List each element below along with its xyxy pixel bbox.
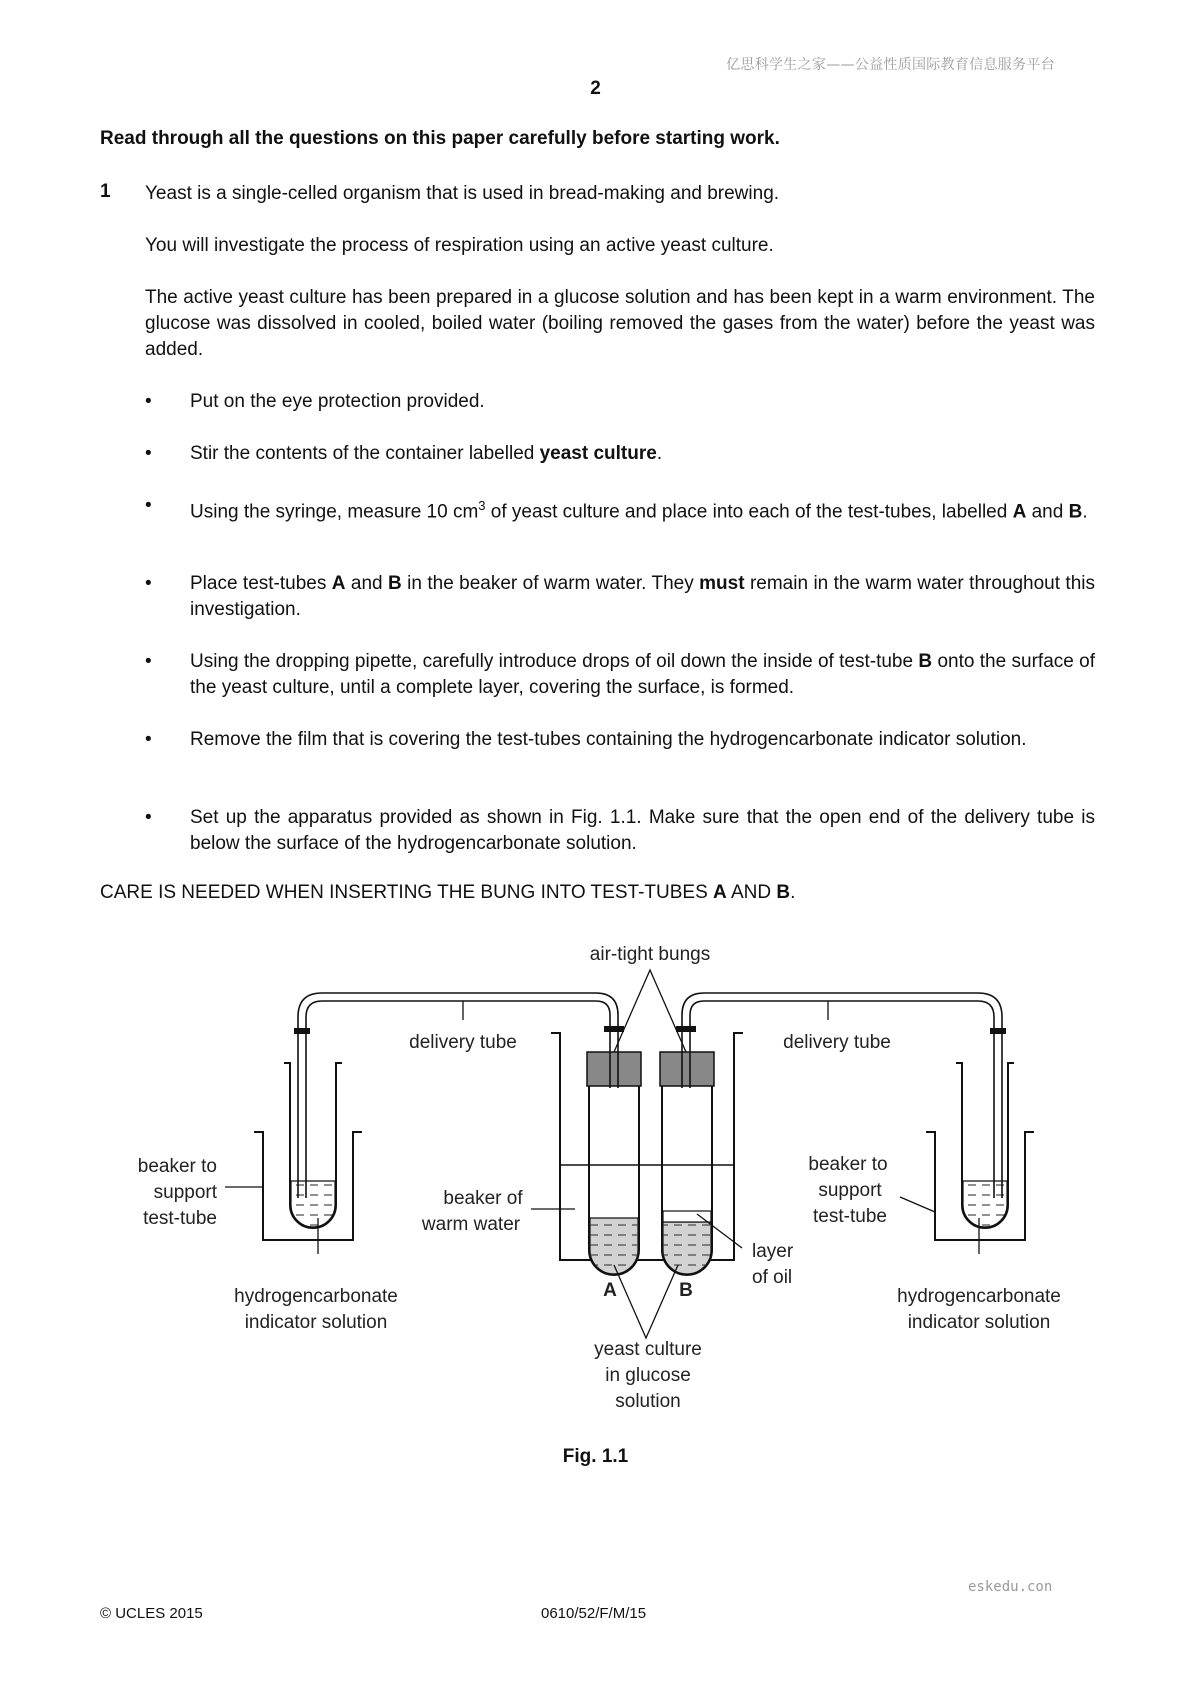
bullet-7-marker: •: [145, 807, 152, 828]
bullet-6-marker: •: [145, 729, 152, 750]
label-beaker-left-2: support: [153, 1182, 217, 1203]
label-oil-1: layer: [752, 1241, 794, 1262]
bullet-3-mid: of yeast culture and place into each of the test-tubes, labelled: [485, 501, 1013, 523]
bullet-2-marker: •: [145, 443, 152, 464]
label-delivery-tube-right: delivery tube: [783, 1032, 891, 1053]
header-watermark: 亿思科学生之家——公益性质国际教育信息服务平台: [726, 57, 1055, 73]
question-intro: Yeast is a single-celled organism that is used in bread-making and brewing.: [145, 183, 780, 204]
bullet-6-text: Remove the film that is covering the test-tubes containing the hydrogencarbonate indicator solution.: [190, 729, 1027, 750]
footer-copyright: © UCLES 2015: [100, 1605, 203, 1622]
bullet-4-post: remain in the warm water throughout this investigation.: [190, 573, 1095, 620]
footer-watermark: eskedu.con: [968, 1579, 1053, 1595]
page-number: 2: [590, 78, 601, 99]
bullet-1-text: Put on the eye protection provided.: [190, 391, 485, 412]
label-beaker-left-1: beaker to: [137, 1156, 217, 1177]
bullet-3-text: [190, 493, 1095, 525]
label-tube-b: B: [679, 1280, 693, 1301]
oil-layer: [663, 1211, 711, 1222]
care-a: A: [713, 882, 727, 903]
label-air-tight-bungs: air-tight bungs: [589, 944, 711, 965]
bullet-2-bold: yeast culture: [539, 443, 657, 464]
care-pre: CARE IS NEEDED WHEN INSERTING THE BUNG INTO TEST-TUBES: [100, 882, 714, 903]
apparatus-diagram: [0, 920, 1191, 1440]
bullet-3-marker: •: [145, 495, 152, 516]
bullet-4-must: must: [699, 573, 745, 594]
bullet-4-and: and: [345, 573, 389, 594]
label-delivery-tube-left: delivery tube: [409, 1032, 517, 1053]
bullet-2-text: [190, 441, 1095, 467]
care-end: .: [790, 882, 796, 903]
label-yeast-1: yeast culture: [594, 1339, 702, 1360]
bullet-4-pre: Place test-tubes: [190, 573, 332, 594]
bullet-1-marker: •: [145, 391, 152, 412]
bullet-2-pre: Stir the contents of the container labelled: [190, 443, 540, 464]
label-hydrogencarbonate-left-1: hydrogencarbonate: [234, 1286, 398, 1307]
delivery-tube-left: [306, 1001, 610, 1198]
bullet-7-text: Set up the apparatus provided as shown in Fig. 1.1. Make sure that the open end of the delivery tube is below the surface of the hydrogencarbonate solution.: [190, 807, 1095, 854]
bullet-5-post: onto the surface of the yeast culture, until a complete layer, covering the surface, is formed.: [190, 651, 1095, 698]
label-hydrogencarbonate-left-2: indicator solution: [244, 1312, 388, 1333]
bullet-5-pre: Using the dropping pipette, carefully introduce drops of oil down the inside of test-tube: [190, 651, 919, 672]
label-warm-water-2: warm water: [421, 1214, 521, 1235]
label-beaker-left-3: test-tube: [143, 1208, 217, 1229]
label-beaker-right-3: test-tube: [813, 1206, 887, 1227]
bullet-5-marker: •: [145, 651, 152, 672]
label-warm-water-1: beaker of: [443, 1188, 523, 1209]
bullet-4-a: A: [331, 573, 346, 594]
bullet-4-text: [190, 571, 1095, 623]
label-oil-2: of oil: [752, 1267, 793, 1288]
question-task: You will investigate the process of respiration using an active yeast culture.: [145, 235, 774, 256]
bung-b: [660, 1052, 714, 1086]
care-and: AND: [726, 882, 777, 903]
footer-paper-code: 0610/52/F/M/15: [541, 1605, 647, 1622]
bullet-3-pre: Using the syringe, measure 10 cm: [190, 501, 479, 523]
bullet-5-text: [190, 649, 1095, 701]
question-preparation: The active yeast culture has been prepared in a glucose solution and has been kept in a warm environment. The glucose was dissolved in cooled, boiled water (boiling removed the gases from the water) before the yeast was added.: [145, 287, 1095, 360]
label-yeast-2: in glucose: [605, 1365, 691, 1386]
label-hydrogencarbonate-right-1: hydrogencarbonate: [897, 1286, 1061, 1307]
bullet-3-b: B: [1068, 501, 1083, 523]
bullet-4-mid: in the beaker of warm water. They: [401, 573, 700, 594]
general-instruction: Read through all the questions on this paper carefully before starting work.: [100, 128, 780, 149]
care-warning: [100, 882, 795, 904]
bullet-3-end: .: [1082, 501, 1088, 523]
label-yeast-3: solution: [615, 1391, 681, 1412]
label-beaker-right-2: support: [818, 1180, 882, 1201]
bullet-3-sup: 3: [478, 498, 486, 513]
label-beaker-right-1: beaker to: [808, 1154, 888, 1175]
right-indicator-liquid: [963, 1181, 1007, 1227]
bullet-5-b: B: [918, 651, 933, 672]
bung-a: [587, 1052, 641, 1086]
bullet-2-post: .: [656, 443, 663, 464]
bullet-4-marker: •: [145, 573, 152, 594]
figure-caption: Fig. 1.1: [562, 1446, 629, 1467]
care-b: B: [776, 882, 791, 903]
bullet-4-b: B: [388, 573, 402, 594]
question-number: 1: [100, 181, 111, 202]
bullet-3-and: and: [1026, 501, 1069, 523]
bullet-3-a: A: [1012, 501, 1027, 523]
label-hydrogencarbonate-right-2: indicator solution: [907, 1312, 1051, 1333]
label-tube-a: A: [603, 1280, 617, 1301]
